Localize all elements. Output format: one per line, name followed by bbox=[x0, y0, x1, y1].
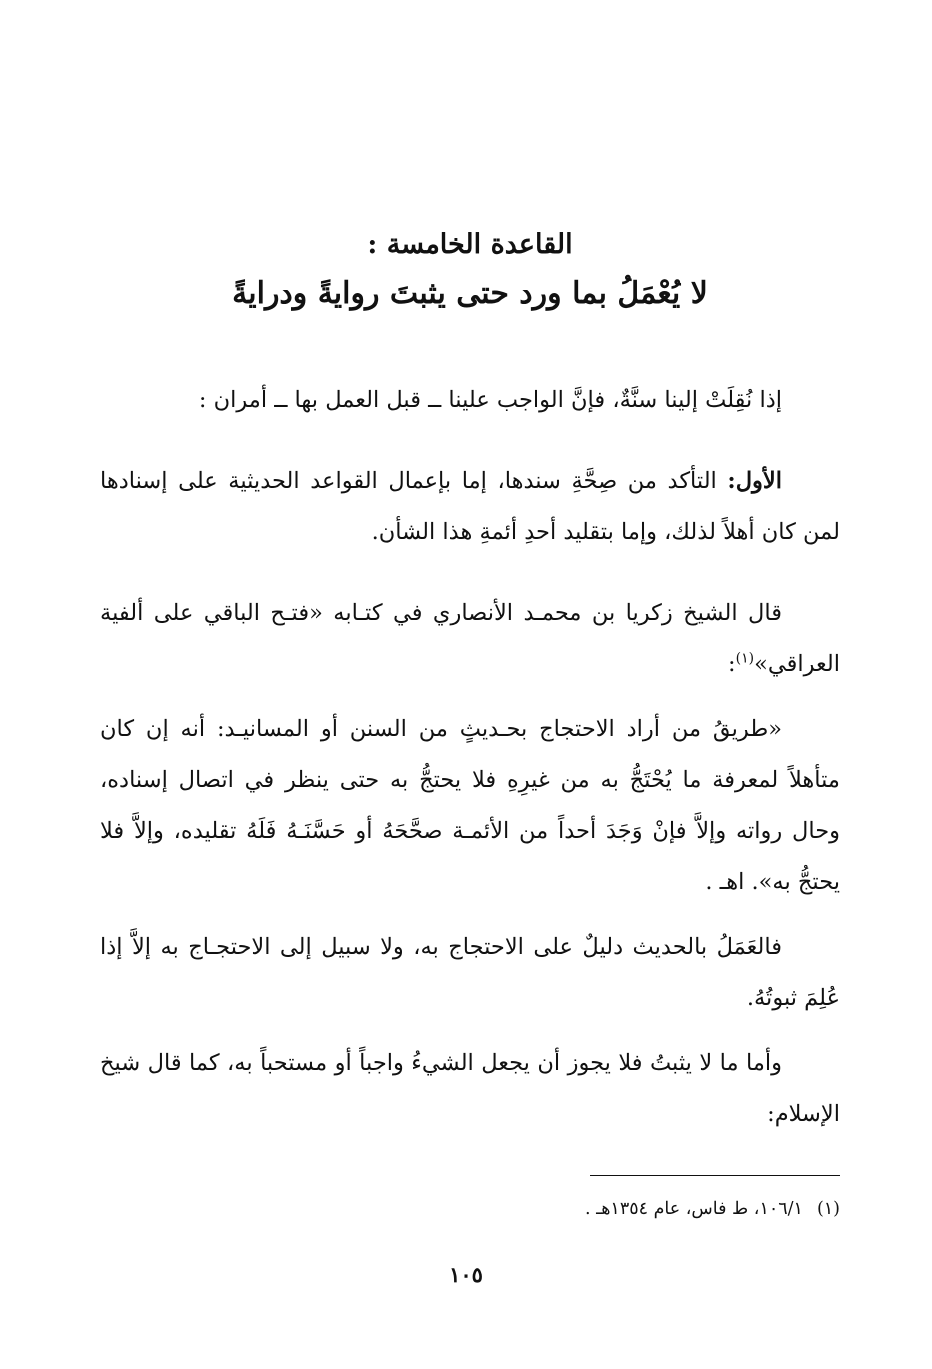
footnote bbox=[100, 1192, 840, 1226]
rule-heading bbox=[100, 222, 840, 320]
footnote-number: (١) bbox=[816, 1199, 840, 1219]
rule-title: لا يُعْمَلُ بما ورد حتى يثبتَ روايةً ودرايةً bbox=[232, 276, 708, 311]
footnote-text: ١٠٦/١، ط فاس، عام ١٣٥٤هـ . bbox=[584, 1199, 803, 1219]
main-text bbox=[100, 375, 840, 1154]
quotation-paragraph: «طريقُ من أراد الاحتجاج بحـديثٍ من السنن أو المسانيـد: أنه إن كان متأهلاً لمعرفة ما يُحْتَجُّ به من غيرِهِ فلا يحتجُّ به حتى ينظر في اتصال إسناده، وحال رواته وإلاَّ فإنْ وَجَدَ أحداً من الأئمـة صحَّحَهُ أو حَسَّنَـهُ فَلَهُ تقليده، وإلاَّ فلا يحتجُّ به». اهـ . bbox=[100, 716, 840, 895]
zakariya-citation-paragraph bbox=[100, 588, 840, 690]
first-requirement-text: التأكد من صِحَّةِ سندها، إما بإعمال القواعد الحديثية على إسنادها لمن كان أهلاً لذلك، وإما بتقليد أحدِ أئمةِ هذا الشأن. bbox=[100, 468, 840, 545]
closing-paragraph: وأما ما لا يثبتُ فلا يجوز أن يجعل الشيءُ واجباً أو مستحباً به، كما قال شيخ الإسلام: bbox=[100, 1050, 840, 1127]
footnote-separator bbox=[590, 1175, 840, 1176]
first-requirement-paragraph bbox=[100, 456, 840, 558]
zakariya-citation-colon: : bbox=[728, 651, 736, 677]
page-number: ١٠٥ bbox=[449, 1262, 483, 1287]
footnote-marker: (١) bbox=[735, 650, 755, 667]
intro-paragraph: إذا نُقِلَتْ إلينا سنَّةٌ، فإنَّ الواجب علينا ــ قبل العمل بها ــ أمران : bbox=[198, 387, 782, 413]
zakariya-citation-text: قال الشيخ زكريا بن محمـد الأنصاري في كتـابه «فتـح الباقي على ألفية العراقي» bbox=[100, 600, 840, 677]
acting-on-hadith-paragraph: فالعَمَلُ بالحديث دليلٌ على الاحتجاج به، ولا سبيل إلى الاحتجـاج به إلاَّ إذا عُلِمَ ثبوتُهُ. bbox=[100, 934, 840, 1011]
first-requirement-lead: الأول: bbox=[727, 468, 782, 494]
rule-label: القاعدة الخامسة : bbox=[367, 229, 573, 260]
